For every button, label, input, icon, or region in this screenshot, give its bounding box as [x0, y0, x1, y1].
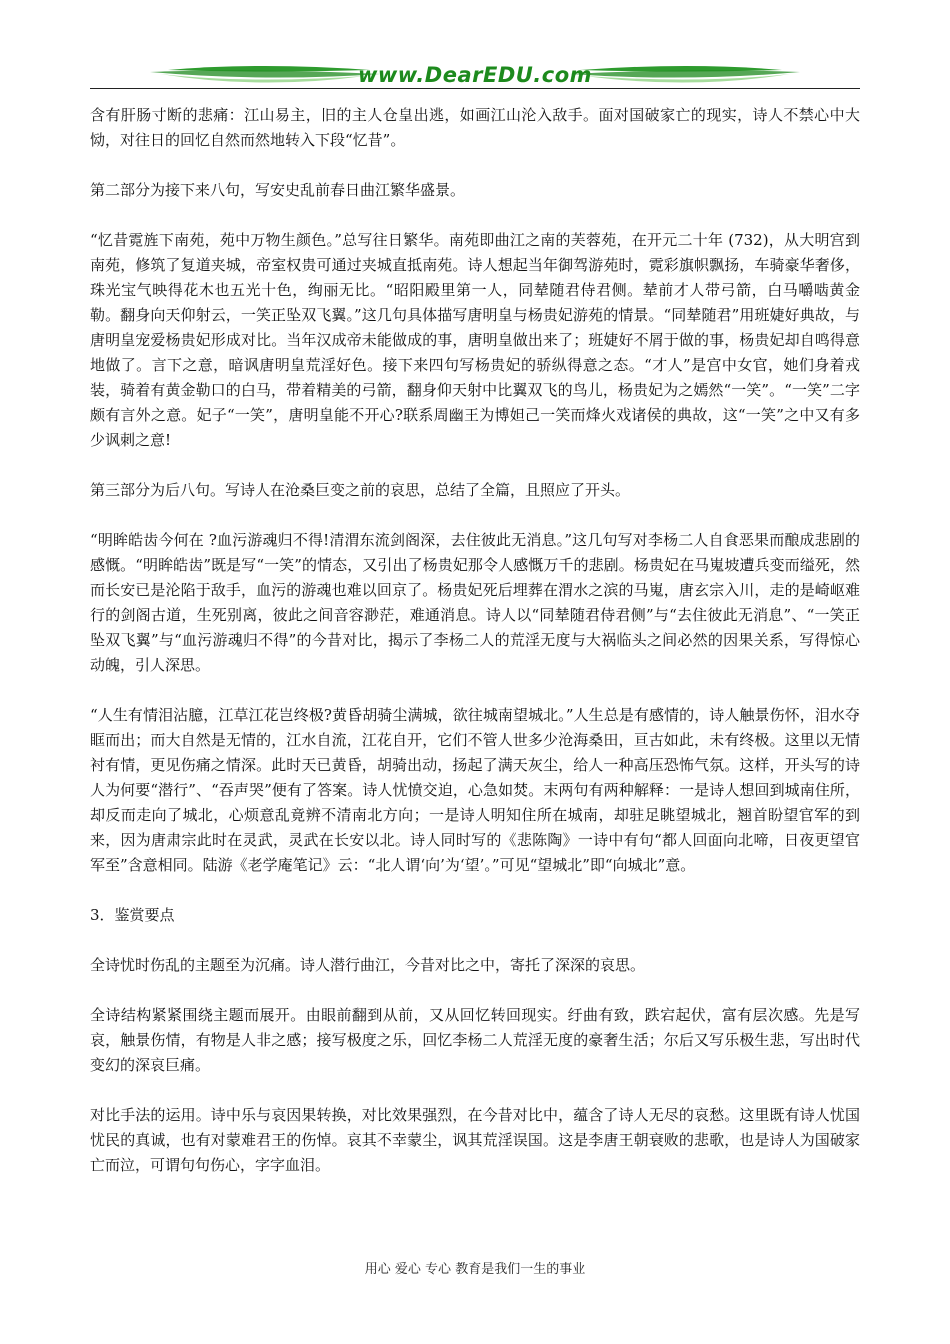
paragraph: “明眸皓齿今何在 ?血污游魂归不得!清渭东流剑阁深，去住彼此无消息。”这几句写对李杨二人自食恶果而酿成悲剧的感慨。“明眸皓齿”既是写“一笑”的情态，又引出了杨贵妃那令人感慨万千的悲剧。杨贵妃在马嵬坡遭兵变而缢死，然而长安已是沦陷于敌手，血污的游魂也难以回京了。杨贵妃死后埋葬在渭水之滨的马嵬，唐玄宗入川，走的是崎岖难行的剑阁古道，生死别离，彼此之间音容渺茫，难通消息。诗人以“同辇随君侍君侧”与“去住彼此无消息”、“一笑正坠双飞翼”与“血污游魂归不得”的今昔对比，揭示了李杨二人的荒淫无度与大祸临头之间必然的因果关系，写得惊心动魄，引人深思。 — [90, 531, 860, 674]
paragraph: 对比手法的运用。诗中乐与哀因果转换，对比效果强烈，在今昔对比中，蕴含了诗人无尽的哀愁。这里既有诗人忧国忧民的真诚，也有对蒙难君王的伤悼。哀其不幸蒙尘，讽其荒淫误国。这是李唐王朝衰败的悲歌，也是诗人为国破家亡而泣，可谓句句伤心，字字血泪。 — [90, 1106, 860, 1174]
page-header — [90, 60, 860, 96]
paragraph: “忆昔霓旌下南苑，苑中万物生颜色。”总写往日繁华。南苑即曲江之南的芙蓉苑，在开元二十年 (732)，从大明宫到南苑，修筑了复道夹城，帝室权贵可通过夹城直抵南苑。诗人想起当年御驾游苑时，霓彩旗帜飘扬，车骑豪华奢侈，珠光宝气映得花木也五光十色，绚丽无比。“昭阳殿里第一人，同辇随君侍君侧。辇前才人带弓箭，白马嚼啮黄金勒。翻身向天仰射云，一笑正坠双飞翼。”这几句具体描写唐明皇与杨贵妃游苑的情景。“同辇随君”用班婕好典故，与唐明皇宠爱杨贵妃形成对比。当年汉成帝未能做成的事，唐明皇做出来了；班婕好不屑于做的事，杨贵妃却自鸣得意地做了。言下之意，暗讽唐明皇荒淫好色。接下来四句写杨贵妃的骄纵得意之态。“才人”是宫中女官，她们身着戎装，骑着有黄金勒口的白马，带着精美的弓箭，翻身仰天射中比翼双飞的鸟儿，杨贵妃为之嫣然“一笑”。“一笑”二字颇有言外之意。妃子“一笑”，唐明皇能不开心?联系周幽王为博妲己一笑而烽火戏诸侯的典故，这“一笑”之中又有多少讽刺之意! — [90, 231, 860, 449]
page-footer: 用心 爱心 专心 教育是我们一生的事业 — [364, 1262, 586, 1277]
paragraph: 全诗结构紧紧围绕主题而展开。由眼前翻到从前，又从回忆转回现实。纡曲有致，跌宕起伏，富有层次感。先是写哀，触景伤情，有物是人非之感；接写极度之乐，回忆李杨二人荒淫无度的豪奢生活；尔后又写乐极生悲，写出时代变幻的深哀巨痛。 — [90, 1006, 860, 1074]
header-divider — [90, 88, 860, 89]
site-logo-text: www.DearEDU.com — [357, 63, 593, 87]
paragraph: 含有肝肠寸断的悲痛：江山易主，旧的主人仓皇出逃，如画江山沦入敌手。面对国破家亡的现实，诗人不禁心中大恸，对往日的回忆自然而然地转入下段“忆昔”。 — [90, 106, 860, 149]
paragraph: 第二部分为接下来八句，写安史乱前春日曲江繁华盛景。 — [90, 181, 466, 199]
article-body — [90, 103, 860, 1178]
section-heading: 3．鉴赏要点 — [90, 906, 175, 924]
paragraph: 第三部分为后八句。写诗人在沧桑巨变之前的哀思，总结了全篇，且照应了开头。 — [90, 481, 631, 499]
paragraph: “人生有情泪沾臆，江草江花岂终极?黄昏胡骑尘满城，欲往城南望城北。”人生总是有感情的，诗人触景伤怀，泪水夺眶而出；而大自然是无情的，江水自流，江花自开，它们不管人世多少沧海桑田，亘古如此，未有终极。这里以无情衬有情，更见伤痛之情深。此时天已黄昏，胡骑出动，扬起了满天灰尘，给人一种高压恐怖气氛。这样，开头写的诗人为何要“潜行”、“吞声哭”便有了答案。诗人忧愤交迫，心急如焚。末两句有两种解释：一是诗人想回到城南住所，却反而走向了城北，心烦意乱竟辨不清南北方向；一是诗人明知住所在城南，却驻足眺望城北，翘首盼望官军的到来，因为唐肃宗此时在灵武，灵武在长安以北。诗人同时写的《悲陈陶》一诗中有句“都人回面向北啼，日夜更望官军至”含意相同。陆游《老学庵笔记》云：“北人谓‘向’为‘望’。”可见“望城北”即“向城北”意。 — [90, 706, 860, 874]
paragraph: 全诗忧时伤乱的主题至为沉痛。诗人潜行曲江，今昔对比之中，寄托了深深的哀思。 — [90, 956, 646, 974]
